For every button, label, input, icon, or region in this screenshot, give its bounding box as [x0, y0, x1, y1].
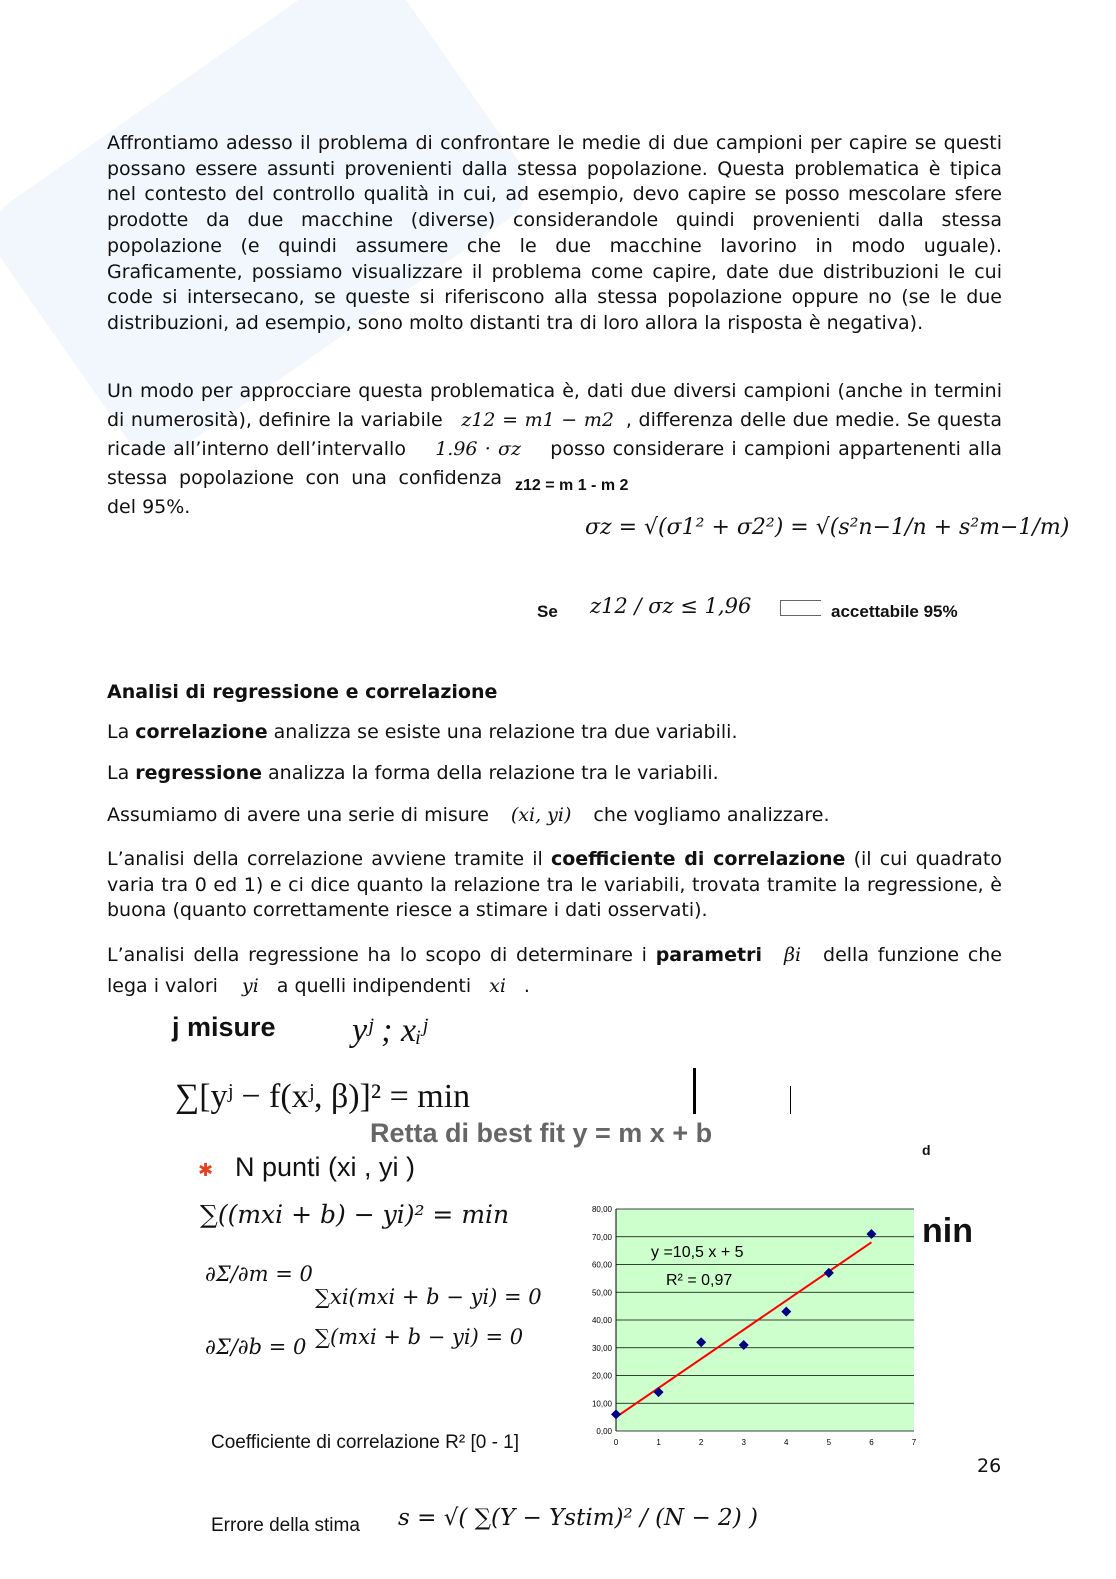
slide-error-label: Errore della stima: [211, 1515, 360, 1536]
formula-dm: ∂Σ/∂m = 0: [205, 1262, 313, 1286]
formula-ratio: z12 / σz ≤ 1,96: [590, 594, 752, 618]
arrow-up-icon: [790, 1086, 791, 1114]
formula-yx: yʲ ; xᵢʲ: [352, 1012, 428, 1049]
text: Se questa ricade all’interno dell’intervallo: [107, 409, 1002, 460]
x-tick-label: 2: [698, 1438, 704, 1447]
scatter-chart: [580, 1195, 920, 1455]
y-tick-label: 40,00: [591, 1316, 612, 1325]
text-fragment: nin: [922, 1212, 973, 1250]
y-tick-label: 70,00: [591, 1232, 612, 1242]
x-tick-label: 1: [656, 1438, 661, 1447]
line-measures: Assumiamo di avere una serie di misure (xi, yi) che vogliamo analizzare.: [107, 804, 830, 826]
y-tick-label: 30,00: [591, 1343, 612, 1353]
formula-sigma: σz = √(σ1² + σ2²) = √(s²n−1/n + s²m−1/m): [585, 515, 1070, 540]
formula-system-1: ∑xi(mxi + b − yi) = 0: [315, 1285, 542, 1309]
y-tick-label: 20,00: [591, 1371, 612, 1381]
formula-z12-box: z12 = m 1 - m 2: [515, 477, 629, 494]
x-tick-label: 7: [911, 1438, 917, 1447]
x-tick-label: 0: [613, 1438, 619, 1447]
paragraph-regression: L’analisi della regressione ha lo scopo di determinare i parametri βi della funzione che lega i valori yi a quelli indipendenti xi .: [107, 944, 1002, 997]
formula-interval: 1.96 · σz: [435, 438, 522, 460]
text: posso considerare i campioni appartenenti alla stessa popolazione con una confidenza del 95%.: [107, 438, 1003, 518]
page-number: 26: [977, 1455, 1002, 1477]
y-tick-label: 50,00: [591, 1288, 612, 1298]
slide-j-misure: j misure: [172, 1012, 276, 1042]
paragraph-correlation: L’analisi della correlazione avviene tramite il coefficiente di correlazione (il cui quadrato varia tra 0 ed 1) e ci dice quanto la relazione tra le variabili, trovata tramite la regressione, è buona (quanto correttamente riesce a stimare i dati osservati).: [107, 848, 1002, 922]
arrow-up-icon: [693, 1068, 696, 1114]
trendline-equation: y =10,5 x + 5: [651, 1244, 744, 1261]
section-title: Analisi di regressione e correlazione: [107, 681, 498, 703]
label-se: Se: [537, 602, 558, 621]
y-tick-label: 80,00: [591, 1205, 612, 1214]
formula-system-2: ∑(mxi + b − yi) = 0: [315, 1325, 524, 1349]
x-tick-label: 6: [869, 1438, 874, 1447]
y-tick-label: 0,00: [596, 1427, 612, 1436]
text: Un modo per approcciare questa problematica è, dati due diversi campioni (anche in termini di numerosità), definire la variabile: [107, 380, 1002, 431]
r-squared-label: R² = 0,97: [666, 1272, 733, 1289]
y-tick-label: 60,00: [591, 1260, 612, 1270]
x-tick-label: 5: [826, 1438, 832, 1447]
bullet-star-icon: ✱: [198, 1160, 214, 1181]
formula-db: ∂Σ/∂b = 0: [205, 1335, 307, 1359]
paragraph-intro: Affrontiamo adesso il problema di confrontare le medie di due campioni per capire se questi possano essere assunti provenienti dalla stessa popolazione. Questa problematica è tipica nel contesto del controllo qualità in cui, ad esempio, devo capire se posso mescolare sfere prodotte da due macchine (diverse) considerandole quindi provenienti dalla stessa popolazione (e quindi assumere che le due macchine lavorino in modo uguale). Graficamente, possiamo visualizzare il problema come capire, date due distribuzioni le cui code si intersecano, se queste si riferiscono alla stessa popolazione oppure no (se le due distribuzioni, ad esempio, sono molto distanti tra di loro allora la risposta è negativa).: [107, 132, 1002, 334]
x-tick-label: 3: [741, 1438, 746, 1447]
line-regression: La regressione analizza la forma della relazione tra le variabili.: [107, 762, 719, 784]
line-correlation: La correlazione analizza se esiste una relazione tra due variabili.: [107, 721, 738, 743]
x-tick-label: 4: [784, 1438, 789, 1447]
slide-npunti: N punti (xi , yi ): [235, 1152, 416, 1182]
formula-error: s = √( ∑(Y − Ystim)² / (N − 2) ): [398, 1505, 758, 1531]
arrow-icon: [780, 600, 821, 616]
formula-sum-partial: ∑[yʲ − f(xʲ, β)]² = min: [175, 1080, 471, 1114]
y-tick-label: 10,00: [591, 1399, 612, 1409]
slide-title: Retta di best fit y = m x + b: [370, 1118, 713, 1148]
text: , differenza delle due medie.: [625, 409, 901, 431]
formula-least-squares: ∑((mxi + b) − yi)² = min: [200, 1200, 510, 1229]
slide-coefficient: Coefficiente di correlazione R² [0 - 1]: [211, 1432, 520, 1453]
text-fragment: d: [922, 1142, 931, 1158]
formula-z12: z12 = m1 − m2: [461, 409, 614, 431]
label-accept: accettabile 95%: [831, 602, 958, 621]
